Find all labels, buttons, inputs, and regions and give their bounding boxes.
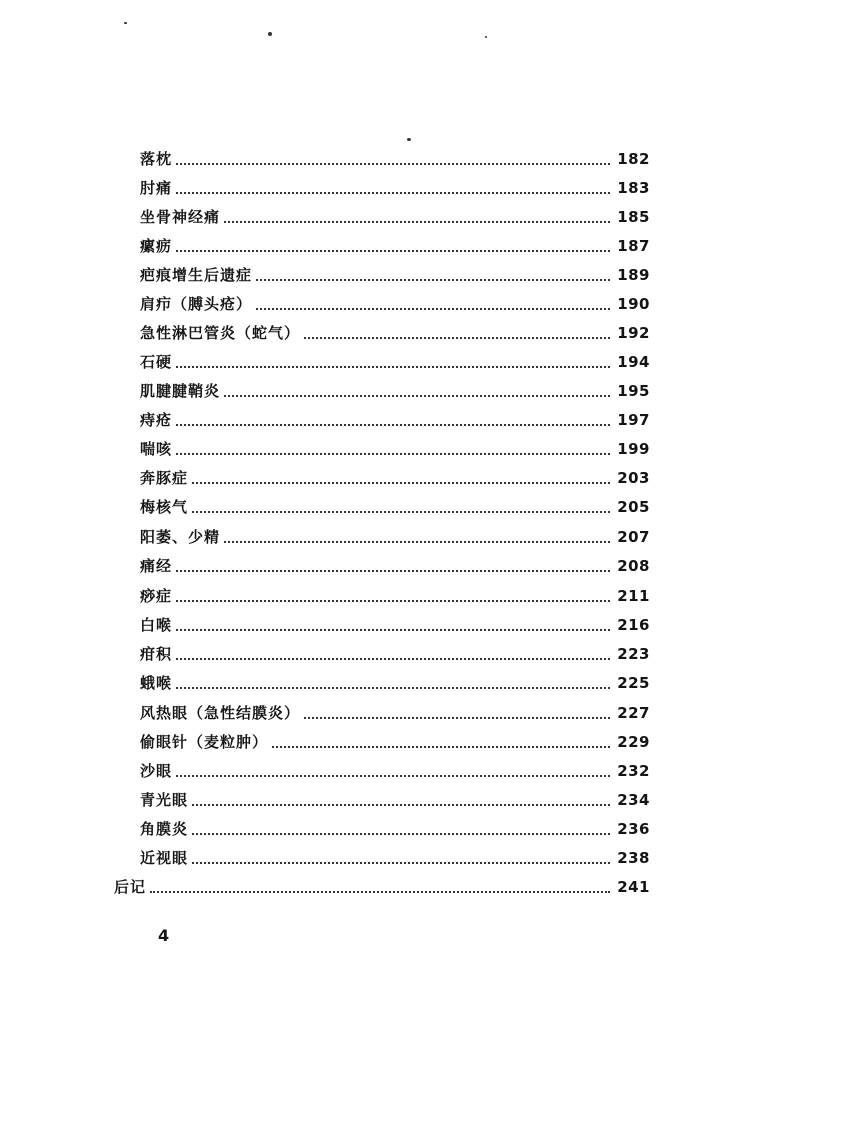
toc-entry bbox=[140, 760, 650, 782]
dot-leader bbox=[176, 775, 610, 777]
toc-entry-page: 185 bbox=[617, 208, 650, 226]
toc-entry-title: 喘咳 bbox=[140, 440, 173, 458]
toc-entry-page: 199 bbox=[617, 440, 650, 458]
toc-entry bbox=[140, 264, 650, 286]
dot-leader bbox=[192, 511, 610, 513]
toc-entry-page: 241 bbox=[617, 878, 650, 896]
dot-leader bbox=[176, 629, 610, 631]
dot-leader bbox=[192, 804, 610, 806]
toc-entry bbox=[140, 177, 650, 199]
dot-leader bbox=[176, 570, 610, 572]
toc-entry-title: 偷眼针（麦粒肿） bbox=[140, 733, 269, 751]
toc-entry-title: 阳萎、少精 bbox=[140, 528, 221, 546]
dot-leader bbox=[192, 833, 610, 835]
dot-leader bbox=[256, 279, 610, 281]
toc-entry-page: 195 bbox=[617, 382, 650, 400]
toc-entry-title: 疤痕增生后遗症 bbox=[140, 266, 253, 284]
toc-entry bbox=[140, 847, 650, 869]
toc-entry bbox=[140, 322, 650, 344]
dot-leader bbox=[224, 395, 610, 397]
dot-leader bbox=[176, 453, 610, 455]
dot-leader bbox=[176, 658, 610, 660]
dot-leader bbox=[176, 687, 610, 689]
toc-entry bbox=[140, 293, 650, 315]
toc-entry-page: 238 bbox=[617, 849, 650, 867]
toc-entry-title: 落枕 bbox=[140, 150, 173, 168]
toc-entry-page: 229 bbox=[617, 733, 650, 751]
scan-speck bbox=[124, 22, 127, 24]
toc-entry bbox=[140, 672, 650, 694]
toc-entry bbox=[140, 702, 650, 724]
toc-entry-page: 227 bbox=[617, 704, 650, 722]
toc-entry-title: 急性淋巴管炎（蛇气） bbox=[140, 324, 301, 342]
dot-leader bbox=[176, 366, 610, 368]
toc-entry bbox=[140, 526, 650, 548]
toc-entry bbox=[140, 555, 650, 577]
toc-entry bbox=[140, 789, 650, 811]
page-number: 4 bbox=[158, 926, 170, 945]
toc-entry-page: 194 bbox=[617, 353, 650, 371]
toc-entry-title: 角膜炎 bbox=[140, 820, 189, 838]
toc-entry bbox=[140, 206, 650, 228]
dot-leader bbox=[176, 192, 610, 194]
dot-leader bbox=[256, 308, 610, 310]
toc-entry-title: 白喉 bbox=[140, 616, 173, 634]
toc-entry bbox=[140, 643, 650, 665]
toc-entry-page: 203 bbox=[617, 469, 650, 487]
toc-entry-title: 肩疖（膊头疮） bbox=[140, 295, 253, 313]
toc-entry-title: 奔豚症 bbox=[140, 469, 189, 487]
toc-entry bbox=[140, 614, 650, 636]
toc-entry bbox=[140, 467, 650, 489]
toc-entry-page: 183 bbox=[617, 179, 650, 197]
toc-entry bbox=[140, 438, 650, 460]
toc-entry-page: 190 bbox=[617, 295, 650, 313]
scan-speck bbox=[268, 32, 272, 36]
toc-entry-title: 肘痛 bbox=[140, 179, 173, 197]
dot-leader bbox=[176, 424, 610, 426]
toc-entry-title: 坐骨神经痛 bbox=[140, 208, 221, 226]
dot-leader bbox=[192, 482, 610, 484]
dot-leader bbox=[176, 163, 610, 165]
dot-leader bbox=[304, 337, 610, 339]
toc-entry-title: 风热眼（急性结膜炎） bbox=[140, 704, 301, 722]
toc-entry bbox=[140, 351, 650, 373]
toc-entry-title: 石硬 bbox=[140, 353, 173, 371]
toc-entry bbox=[140, 496, 650, 518]
toc-entry-page: 192 bbox=[617, 324, 650, 342]
dot-leader bbox=[272, 746, 610, 748]
toc-entry-title: 痧症 bbox=[140, 587, 173, 605]
toc-entry-page: 211 bbox=[617, 587, 650, 605]
dot-leader bbox=[224, 541, 610, 543]
dot-leader bbox=[176, 600, 610, 602]
toc-entry-title: 蛾喉 bbox=[140, 674, 173, 692]
toc-entry-title: 沙眼 bbox=[140, 762, 173, 780]
scan-speck bbox=[407, 138, 411, 141]
toc-entry-title: 疳积 bbox=[140, 645, 173, 663]
scan-speck bbox=[485, 36, 487, 38]
toc-entry-page: 207 bbox=[617, 528, 650, 546]
dot-leader bbox=[304, 717, 610, 719]
toc-entry-page: 205 bbox=[617, 498, 650, 516]
toc-entry bbox=[140, 380, 650, 402]
toc-entry-title: 痔疮 bbox=[140, 411, 173, 429]
toc-entry bbox=[140, 818, 650, 840]
toc-entry bbox=[140, 235, 650, 257]
toc-entry-title: 梅核气 bbox=[140, 498, 189, 516]
toc-entry-page: 236 bbox=[617, 820, 650, 838]
toc-entry bbox=[140, 731, 650, 753]
dot-leader bbox=[224, 221, 610, 223]
toc-entry bbox=[140, 148, 650, 170]
toc-entry-title: 后记 bbox=[114, 878, 147, 896]
dot-leader bbox=[192, 862, 610, 864]
toc-entry-page: 187 bbox=[617, 237, 650, 255]
toc-entry-title: 瘰疬 bbox=[140, 237, 173, 255]
toc-entry-postscript bbox=[114, 876, 650, 898]
toc-entry-page: 189 bbox=[617, 266, 650, 284]
toc-entry-page: 197 bbox=[617, 411, 650, 429]
toc-entry-page: 223 bbox=[617, 645, 650, 663]
toc-entry-title: 近视眼 bbox=[140, 849, 189, 867]
toc-entry-page: 208 bbox=[617, 557, 650, 575]
dot-leader bbox=[176, 250, 610, 252]
toc-entry-title: 痛经 bbox=[140, 557, 173, 575]
toc-entry-page: 182 bbox=[617, 150, 650, 168]
toc-entry-page: 225 bbox=[617, 674, 650, 692]
toc-entry-page: 232 bbox=[617, 762, 650, 780]
toc-entry bbox=[140, 409, 650, 431]
toc-entry-title: 青光眼 bbox=[140, 791, 189, 809]
toc-entry-page: 234 bbox=[617, 791, 650, 809]
toc-entry bbox=[140, 585, 650, 607]
dot-leader bbox=[150, 891, 610, 893]
toc-entry-page: 216 bbox=[617, 616, 650, 634]
toc-entry-title: 肌腱腱鞘炎 bbox=[140, 382, 221, 400]
